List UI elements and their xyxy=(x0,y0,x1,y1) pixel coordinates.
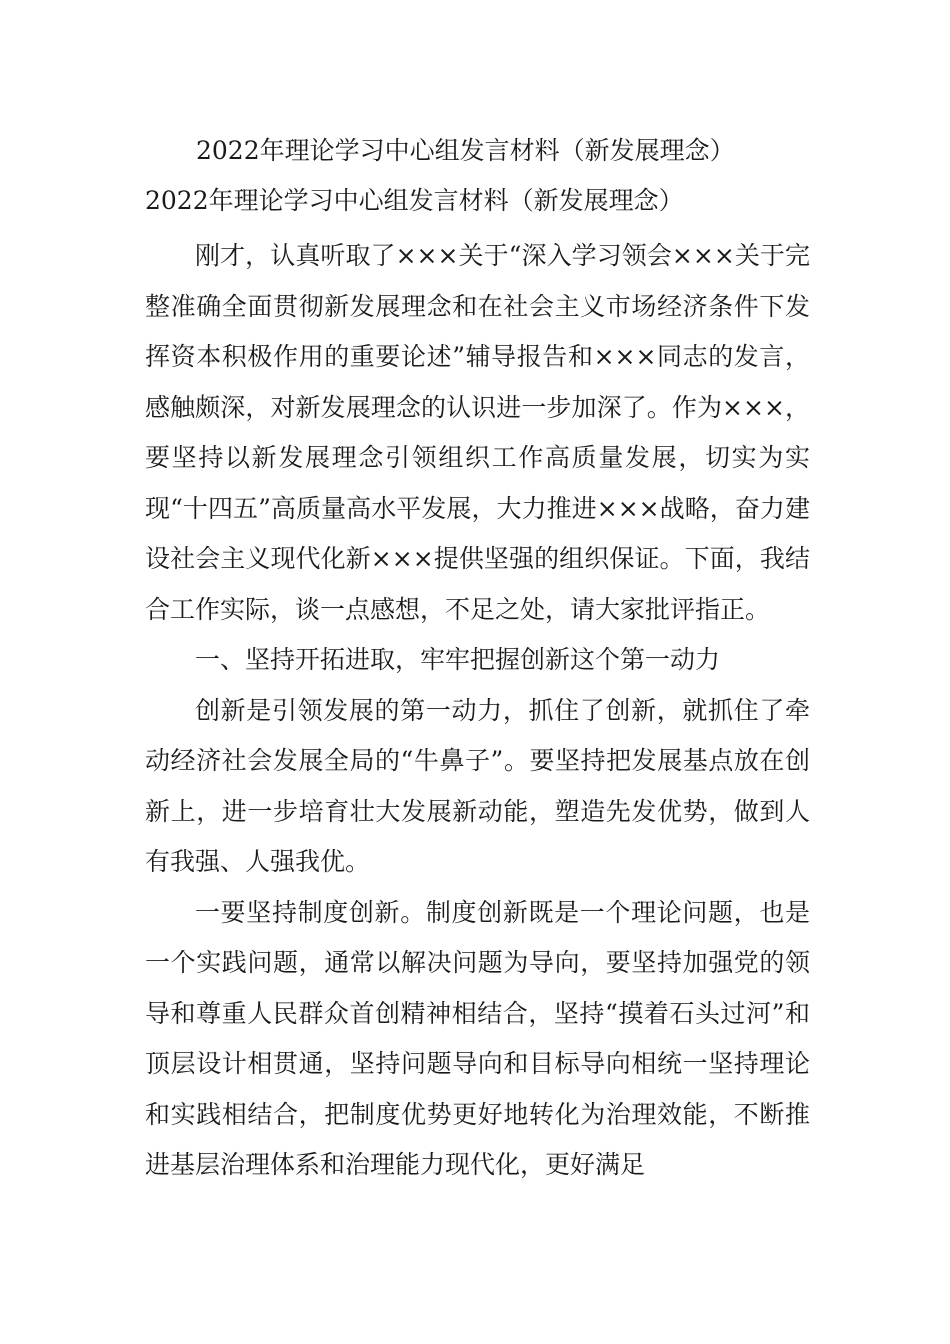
section-heading-1: 一、坚持开拓进取，牢牢把握创新这个第一动力 xyxy=(195,645,721,674)
document-body xyxy=(145,231,810,1191)
paragraph-institutional-innovation: 一要坚持制度创新。制度创新既是一个理论问题，也是一个实践问题，通常以解决问题为导向，要坚持加强党的领导和尊重人民群众首创精神相结合，坚持“摸着石头过河”和顶层设计相贯通，坚持问题导向和目标导向相统一坚持理论和实践相结合，把制度优势更好地转化为治理效能，不断推进基层治理体系和治理能力现代化，更好满足 xyxy=(145,897,810,1179)
document-subtitle: 2022年理论学习中心组发言材料（新发展理念） xyxy=(145,186,684,215)
document-title: 2022年理论学习中心组发言材料（新发展理念） xyxy=(196,136,735,165)
paragraph-intro: 刚才，认真听取了×××关于“深入学习领会×××关于完整准确全面贯彻新发展理念和在社会主义市场经济条件下发挥资本积极作用的重要论述”辅导报告和×××同志的发言，感触颇深，对新发展理念的认识进一步加深了。作为×××，要坚持以新发展理念引领组织工作高质量发展，切实为实现“十四五”高质量高水平发展，大力推进×××战略，奋力建设社会主义现代化新×××提供坚强的组织保证。下面，我结合工作实际，谈一点感想，不足之处，请大家批评指正。 xyxy=(145,241,810,624)
paragraph-innovation: 创新是引领发展的第一动力，抓住了创新，就抓住了牵动经济社会发展全局的“牛鼻子”。要坚持把发展基点放在创新上，进一步培育壮大发展新动能，塑造先发优势，做到人有我强、人强我优。 xyxy=(145,695,810,876)
